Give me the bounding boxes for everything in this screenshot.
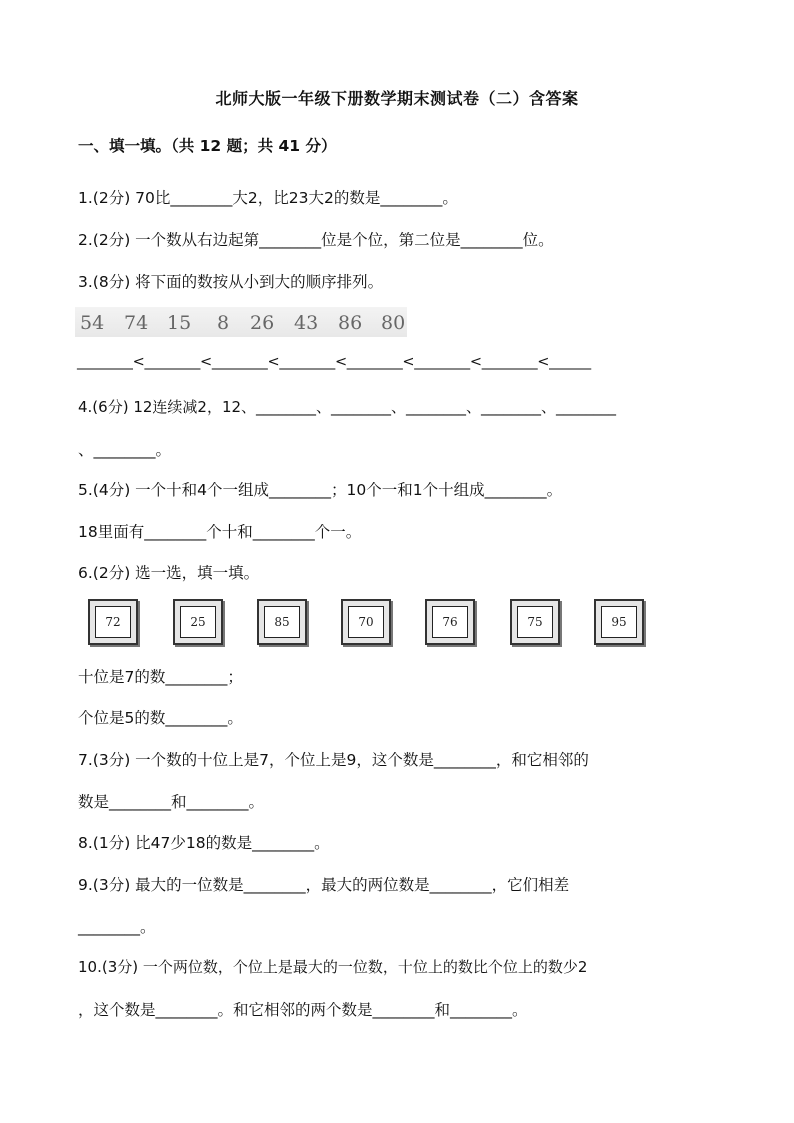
question-7-line-2: 数是________和________。: [78, 793, 265, 811]
number-card: 76: [425, 599, 475, 645]
question-5-line-2: 18里面有________个十和________个一。: [78, 523, 362, 541]
question-6-answer-ones: 个位是5的数________。: [78, 709, 243, 727]
strip-number: 54: [80, 312, 105, 334]
number-card: 25: [173, 599, 223, 645]
question-5-line-1: 5.(4分) 一个十和4个一组成________；10个一和1个十组成________。: [78, 481, 563, 499]
question-7-line-1: 7.(3分) 一个数的十位上是7，个位上是9，这个数是________，和它相邻的: [78, 751, 589, 769]
question-8: 8.(1分) 比47少18的数是________。: [78, 834, 330, 852]
strip-number: 15: [167, 312, 192, 334]
strip-number: 86: [338, 312, 363, 334]
question-4-line-1: 4.(6分) 12连续减2，12、________、________、________、________、________: [78, 398, 617, 416]
strip-number: 74: [124, 312, 149, 334]
question-6: 6.(2分) 选一选，填一填。: [78, 564, 260, 582]
question-10-line-2: ，这个数是________。和它相邻的两个数是________和________。: [78, 1001, 528, 1019]
page-title: 北师大版一年级下册数学期末测试卷（二）含答案: [215, 89, 579, 108]
question-6-answer-tens: 十位是7的数________；: [78, 668, 243, 686]
number-cards: [88, 599, 648, 645]
question-9-line-2: ________。: [78, 918, 156, 936]
question-3: 3.(8分) 将下面的数按从小到大的顺序排列。: [78, 273, 384, 291]
question-1: 1.(2分) 70比________大2，比23大2的数是________。: [78, 189, 458, 207]
number-strip-image: [75, 307, 407, 337]
question-4-line-2: 、________。: [78, 441, 172, 459]
strip-number: 80: [381, 312, 406, 334]
number-card: 70: [341, 599, 391, 645]
question-9-line-1: 9.(3分) 最大的一位数是________，最大的两位数是________，它们相差: [78, 876, 570, 894]
question-2: 2.(2分) 一个数从右边起第________位是个位，第二位是________位。: [78, 231, 554, 249]
strip-number: 26: [250, 312, 275, 334]
section-heading: 一、填一填。（共 12 题；共 41 分）: [78, 137, 337, 155]
question-10-line-1: 10.(3分) 一个两位数，个位上是最大的一位数，十位上的数比个位上的数少2: [78, 958, 588, 976]
strip-number: 8: [217, 312, 230, 334]
number-card: 75: [510, 599, 560, 645]
question-3-blanks: ________<________<________<________<________<________<________<______: [77, 354, 591, 370]
strip-number: 43: [294, 312, 319, 334]
number-card: 72: [88, 599, 138, 645]
number-card: 85: [257, 599, 307, 645]
number-card: 95: [594, 599, 644, 645]
